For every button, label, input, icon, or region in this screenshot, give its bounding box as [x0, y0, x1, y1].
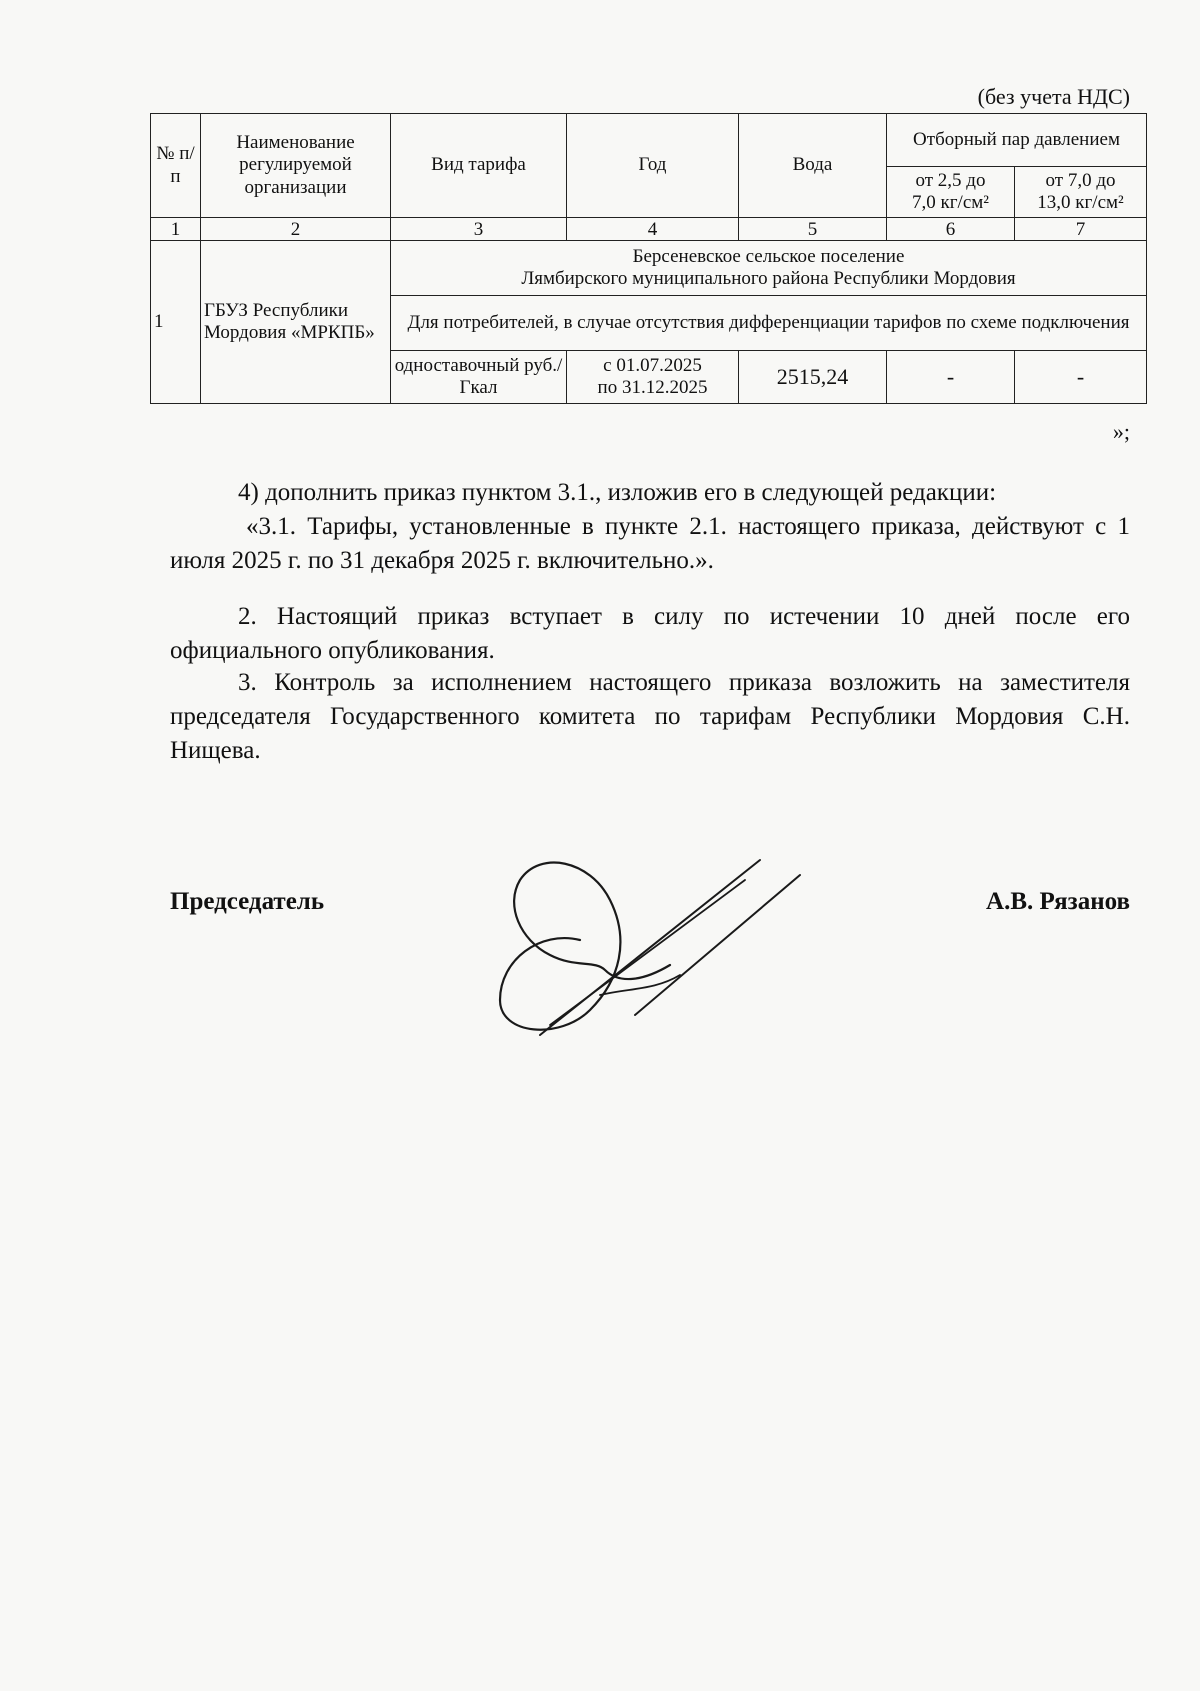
header-tariff-type: Вид тарифа — [391, 114, 567, 218]
column-number: 6 — [887, 218, 1015, 241]
vat-note: (без учета НДС) — [977, 84, 1130, 109]
paragraph-item-2: 2. Настоящий приказ вступает в силу по истечении 10 дней после его официального опубликования. — [170, 603, 1130, 664]
row-water: 2515,24 — [739, 351, 887, 404]
column-number: 4 — [567, 218, 739, 241]
header-org: Наименование регулируемой организации — [201, 114, 391, 218]
row-period-line2: по 31.12.2025 — [597, 377, 708, 398]
paragraph-item-4: 4) дополнить приказ пунктом 3.1., изложив его в следующей редакции: — [238, 479, 997, 506]
row-period — [567, 351, 739, 404]
tariff-table — [150, 113, 1147, 404]
column-number: 7 — [1015, 218, 1147, 241]
paragraph-item-3: 3. Контроль за исполнением настоящего приказа возложить на заместителя председателя Государственного комитета по тарифам Республики Мордовия С.Н. Нищева. — [170, 669, 1130, 764]
header-steam-low — [887, 167, 1015, 218]
paragraph-item-3-1: «3.1. Тарифы, установленные в пункте 2.1. настоящего приказа, действуют с 1 июля 2025 г. по 31 декабря 2025 г. включительно.». — [170, 513, 1130, 574]
row-num: 1 — [151, 241, 201, 404]
column-number: 2 — [201, 218, 391, 241]
header-steam-low-line1: от 2,5 до — [915, 169, 986, 191]
row-area — [391, 241, 1147, 296]
header-steam-low-line2: 7,0 кг/см² — [912, 192, 989, 213]
handwritten-signature — [480, 820, 820, 1040]
table-closing-quote: »; — [1112, 419, 1130, 444]
row-tariff-type: одноставочный руб./Гкал — [391, 351, 567, 404]
header-num: № п/п — [151, 114, 201, 218]
header-steam-high-line2: 13,0 кг/см² — [1037, 192, 1124, 213]
row-steam-low: - — [887, 351, 1015, 404]
header-steam-high — [1015, 167, 1147, 218]
row-consumers: Для потребителей, в случае отсутствия дифференциации тарифов по схеме подключения — [391, 296, 1147, 351]
row-period-line1: с 01.07.2025 — [603, 354, 702, 376]
column-number: 3 — [391, 218, 567, 241]
header-steam-high-line1: от 7,0 до — [1045, 169, 1116, 191]
column-number: 1 — [151, 218, 201, 241]
header-year: Год — [567, 114, 739, 218]
signatory-title: Председатель — [170, 888, 325, 915]
row-org: ГБУЗ Республики Мордовия «МРКПБ» — [201, 241, 391, 404]
header-water: Вода — [739, 114, 887, 218]
row-area-line1: Берсеневское сельское поселение — [632, 245, 905, 267]
signatory-name: А.В. Рязанов — [986, 888, 1130, 915]
row-area-line2: Лямбирского муниципального района Республики Мордовия — [521, 268, 1016, 289]
column-number: 5 — [739, 218, 887, 241]
row-steam-high: - — [1015, 351, 1147, 404]
header-steam: Отборный пар давлением — [887, 114, 1147, 167]
